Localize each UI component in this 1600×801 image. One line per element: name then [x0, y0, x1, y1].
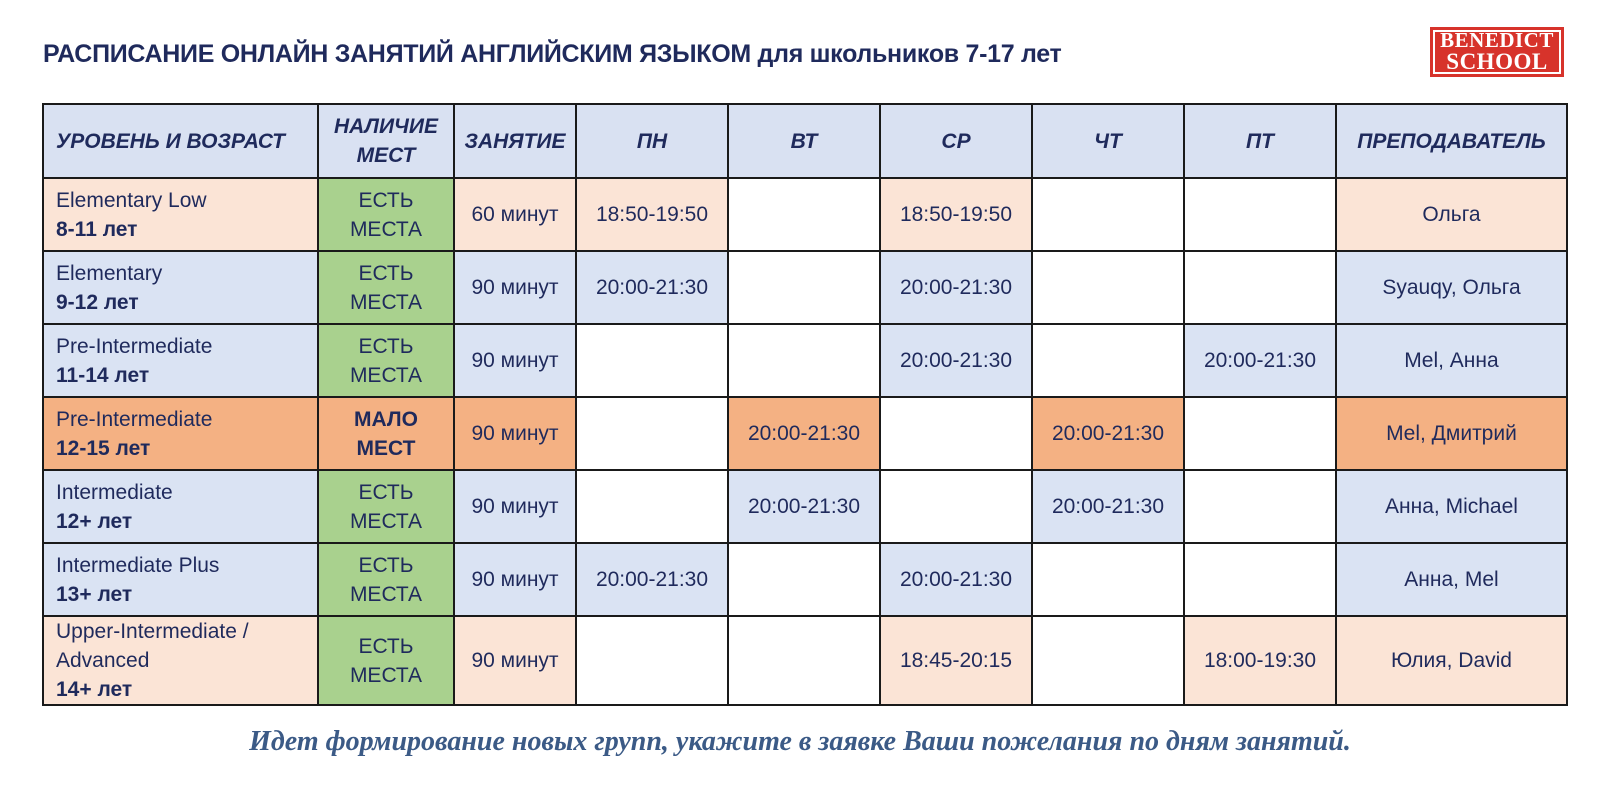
tue-cell: [728, 543, 880, 616]
availability-cell: ЕСТЬ МЕСТА: [318, 616, 454, 705]
fri-cell: [1184, 543, 1336, 616]
wed-cell: 20:00-21:30: [880, 251, 1032, 324]
footer-note: Идет формирование новых групп, укажите в заявке Ваши пожелания по дням занятий.: [249, 726, 1351, 757]
wed-cell: 18:50-19:50: [880, 178, 1032, 251]
tue-cell: [728, 251, 880, 324]
level-name: Elementary Low: [56, 188, 207, 212]
mon-cell: 18:50-19:50: [576, 178, 728, 251]
duration-cell: 90 минут: [454, 324, 576, 397]
level-age: 14+ лет: [56, 678, 133, 701]
page-title: РАСПИСАНИЕ ОНЛАЙН ЗАНЯТИЙ АНГЛИЙСКИМ ЯЗЫКОМ для школьников 7-17 лет: [43, 40, 1062, 68]
availability-cell: ЕСТЬ МЕСТА: [318, 251, 454, 324]
level-age: 8-11 лет: [56, 217, 138, 241]
header-fri: ПТ: [1184, 104, 1336, 178]
header-level: УРОВЕНЬ И ВОЗРАСТ: [43, 104, 318, 178]
level-name: Intermediate: [56, 480, 173, 504]
wed-cell: 18:45-20:15: [880, 616, 1032, 705]
teacher-cell: Юлия, David: [1336, 616, 1567, 705]
level-name: Intermediate Plus: [56, 553, 220, 577]
teacher-cell: Анна, Michael: [1336, 470, 1567, 543]
teacher-cell: Mel, Анна: [1336, 324, 1567, 397]
thu-cell: 20:00-21:30: [1032, 470, 1184, 543]
mon-cell: 20:00-21:30: [576, 543, 728, 616]
table-row: [43, 178, 1567, 251]
teacher-cell: Mel, Дмитрий: [1336, 397, 1567, 470]
wed-cell: 20:00-21:30: [880, 324, 1032, 397]
mon-cell: [576, 616, 728, 705]
level-name: Pre-Intermediate: [56, 334, 213, 358]
mon-cell: [576, 397, 728, 470]
teacher-cell: Syauqy, Ольга: [1336, 251, 1567, 324]
header-wed: СР: [880, 104, 1032, 178]
availability-cell: ЕСТЬ МЕСТА: [318, 324, 454, 397]
level-cell: [43, 543, 318, 616]
schedule-table: [42, 103, 1568, 706]
table-row: [43, 397, 1567, 470]
level-cell: [43, 251, 318, 324]
level-age: 9-12 лет: [56, 290, 139, 314]
fri-cell: [1184, 178, 1336, 251]
wed-cell: [880, 397, 1032, 470]
duration-cell: 90 минут: [454, 543, 576, 616]
level-age: 13+ лет: [56, 582, 133, 606]
teacher-cell: Ольга: [1336, 178, 1567, 251]
level-cell: [43, 616, 318, 705]
teacher-cell: Анна, Mel: [1336, 543, 1567, 616]
availability-cell: ЕСТЬ МЕСТА: [318, 543, 454, 616]
tue-cell: [728, 616, 880, 705]
level-cell: [43, 324, 318, 397]
logo-line-1: BENEDICT: [1440, 28, 1554, 52]
thu-cell: [1032, 543, 1184, 616]
level-name: Pre-Intermediate: [56, 407, 213, 431]
level-name: Upper-Intermediate / Advanced: [56, 620, 249, 672]
tue-cell: [728, 324, 880, 397]
duration-cell: 90 минут: [454, 616, 576, 705]
thu-cell: [1032, 324, 1184, 397]
fri-cell: 18:00-19:30: [1184, 616, 1336, 705]
thu-cell: [1032, 251, 1184, 324]
level-age: 12+ лет: [56, 509, 133, 533]
level-cell: [43, 178, 318, 251]
header-thu: ЧТ: [1032, 104, 1184, 178]
table-row: [43, 324, 1567, 397]
header-teacher: ПРЕПОДАВАТЕЛЬ: [1336, 104, 1567, 178]
fri-cell: [1184, 251, 1336, 324]
duration-cell: 90 минут: [454, 251, 576, 324]
table-header-row: [43, 104, 1567, 178]
duration-cell: 60 минут: [454, 178, 576, 251]
level-cell: [43, 470, 318, 543]
level-name: Elementary: [56, 261, 163, 285]
level-age: 11-14 лет: [56, 363, 150, 387]
mon-cell: 20:00-21:30: [576, 251, 728, 324]
header-mon: ПН: [576, 104, 728, 178]
fri-cell: 20:00-21:30: [1184, 324, 1336, 397]
mon-cell: [576, 470, 728, 543]
availability-cell: МАЛО МЕСТ: [318, 397, 454, 470]
table-row: [43, 616, 1567, 705]
availability-cell: ЕСТЬ МЕСТА: [318, 470, 454, 543]
duration-cell: 90 минут: [454, 397, 576, 470]
thu-cell: 20:00-21:30: [1032, 397, 1184, 470]
thu-cell: [1032, 616, 1184, 705]
table-row: [43, 470, 1567, 543]
benedict-school-logo: [1430, 27, 1564, 77]
header-duration: ЗАНЯТИЕ: [454, 104, 576, 178]
header-tue: ВТ: [728, 104, 880, 178]
table-row: [43, 543, 1567, 616]
availability-cell: ЕСТЬ МЕСТА: [318, 178, 454, 251]
fri-cell: [1184, 397, 1336, 470]
thu-cell: [1032, 178, 1184, 251]
wed-cell: 20:00-21:30: [880, 543, 1032, 616]
logo-line-2: SCHOOL: [1446, 49, 1548, 74]
tue-cell: [728, 178, 880, 251]
header-availability: НАЛИЧИЕ МЕСТ: [318, 104, 454, 178]
tue-cell: 20:00-21:30: [728, 397, 880, 470]
mon-cell: [576, 324, 728, 397]
tue-cell: 20:00-21:30: [728, 470, 880, 543]
table-row: [43, 251, 1567, 324]
duration-cell: 90 минут: [454, 470, 576, 543]
wed-cell: [880, 470, 1032, 543]
level-age: 12-15 лет: [56, 436, 151, 460]
level-cell: [43, 397, 318, 470]
fri-cell: [1184, 470, 1336, 543]
